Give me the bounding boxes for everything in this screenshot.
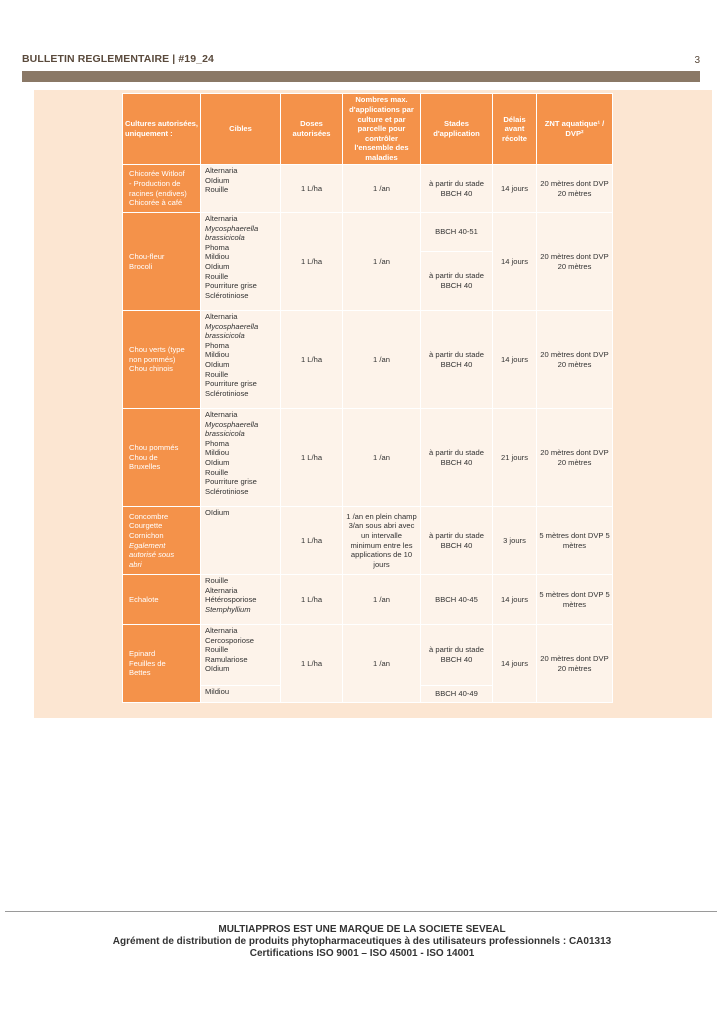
line: Echalote (129, 594, 159, 604)
crop-cell (123, 213, 201, 311)
line: Alternaria (205, 585, 238, 595)
znt-cell: 20 mètres dont DVP 20 mètres (537, 311, 613, 409)
znt-cell: 5 mètres dont DVP 5 mètres (537, 507, 613, 575)
line: racines (endives) (129, 188, 187, 198)
footer-certifications: Certifications ISO 9001 – ISO 45001 - ISO 14001 (249, 948, 475, 959)
crop-cell (123, 507, 201, 575)
stage-cell: à partir du stade BBCH 40 (421, 507, 493, 575)
znt-cell: 20 mètres dont DVP 20 mètres (537, 213, 613, 311)
line: 1 /an (373, 452, 390, 462)
line: Rouille (205, 576, 229, 585)
line: Mycosphaerella (205, 223, 259, 233)
table-row (123, 575, 613, 625)
max-apps-cell (343, 165, 421, 213)
table-row (123, 409, 613, 507)
targets-cell (201, 575, 281, 625)
page-number: 3 (694, 55, 700, 66)
line: Egalement (129, 540, 166, 550)
line: Oïdium (205, 508, 230, 517)
targets-cell (201, 165, 281, 213)
line: Oïdium (205, 175, 230, 185)
table-row (123, 507, 613, 575)
line: Hétérosporiose (205, 595, 257, 605)
table-header-row (123, 94, 613, 165)
line: Mycosphaerella (205, 419, 259, 429)
stage-cell: à partir du stade BBCH 40 (421, 625, 493, 686)
line: - Production de (129, 178, 181, 188)
line: Chou de (129, 452, 158, 462)
line: Bruxelles (129, 462, 161, 472)
dose-cell: 1 L/ha (281, 213, 343, 311)
dar-cell: 21 jours (493, 409, 537, 507)
regulatory-table (122, 93, 613, 703)
crop-cell (123, 575, 201, 625)
dar-cell: 3 jours (493, 507, 537, 575)
line: autorisé sous (129, 550, 175, 560)
line: Pourriture grise (205, 281, 257, 291)
max-apps-cell (343, 575, 421, 625)
dose-cell: 1 L/ha (281, 311, 343, 409)
line: brassicicola (205, 331, 245, 341)
line: Chou-fleur (129, 251, 165, 261)
stage-cell: à partir du stade BBCH 40 (421, 252, 493, 311)
line: Pourriture grise (205, 379, 257, 389)
line: Courgette (129, 521, 163, 531)
stage-cell: BBCH 40-45 (421, 575, 493, 625)
header-max-applications: Nombres max. d'applications par culture et par parcelle pour contrôler l'ensemble des maladies (343, 94, 421, 165)
line: Rouille (205, 467, 229, 477)
line: Sclérotiniose (205, 486, 249, 496)
line: Cornichon (129, 530, 164, 540)
header-doses: Doses autorisées (281, 94, 343, 165)
targets-cell (201, 507, 281, 575)
line: Chicorée Witloof (129, 169, 185, 179)
stage-cell: BBCH 40-51 (421, 213, 493, 252)
footer-brand: MULTIAPPROS EST UNE MARQUE DE LA SOCIETE SEVEAL (218, 924, 506, 935)
line: non pommés) (129, 354, 176, 364)
line: Bettes (129, 668, 151, 678)
line: Oïdium (205, 261, 230, 271)
stage-cell: à partir du stade BBCH 40 (421, 409, 493, 507)
line: Concombre (129, 511, 169, 521)
dar-cell: 14 jours (493, 213, 537, 311)
line: 1 /an (373, 594, 390, 604)
stage-cell: à partir du stade BBCH 40 (421, 311, 493, 409)
dose-cell: 1 L/ha (281, 409, 343, 507)
stage-cell: BBCH 40-49 (421, 686, 493, 703)
line: brassicicola (205, 429, 245, 439)
max-apps-cell (343, 409, 421, 507)
line: Ramulariose (205, 654, 248, 664)
line: Chou pommés (129, 443, 179, 453)
line: Mycosphaerella (205, 321, 259, 331)
line: Mildiou (205, 350, 230, 360)
line: Chou verts (type (129, 345, 185, 355)
footer-agrement: Agrément de distribution de produits phytopharmaceutiques à des utilisateurs professionnels : CA01313 (112, 936, 612, 947)
line: Stemphyllium (205, 604, 251, 614)
line: Phoma (205, 340, 230, 350)
line: Chou chinois (129, 364, 173, 374)
crop-cell (123, 165, 201, 213)
table-body (123, 165, 613, 703)
znt-cell: 5 mètres dont DVP 5 mètres (537, 575, 613, 625)
header-cibles: Cibles (201, 94, 281, 165)
header-bar (22, 71, 700, 82)
line: 3/an sous abri avec un intervalle minimum entre les applications de 10 jours (348, 521, 415, 569)
znt-cell: 20 mètres dont DVP 20 mètres (537, 409, 613, 507)
dar-cell: 14 jours (493, 311, 537, 409)
dose-cell: 1 L/ha (281, 575, 343, 625)
line: Alternaria (205, 626, 238, 635)
max-apps-cell (343, 507, 421, 575)
line: Oïdium (205, 457, 230, 467)
targets-cell (201, 213, 281, 311)
max-apps-cell (343, 625, 421, 703)
line: Oïdium (205, 664, 230, 674)
line: Cercosporiose (205, 635, 254, 645)
line: Chicorée à café (129, 198, 183, 208)
line: Feuilles de (129, 658, 166, 668)
line: Oïdium (205, 359, 230, 369)
targets-cell (201, 625, 281, 686)
znt-cell: 20 mètres dont DVP 20 mètres (537, 165, 613, 213)
line: Sclérotiniose (205, 388, 249, 398)
znt-cell: 20 mètres dont DVP 20 mètres (537, 625, 613, 703)
line: Mildiou (205, 687, 230, 696)
line: Alternaria (205, 214, 238, 223)
line: Brocoli (129, 261, 153, 271)
line: Phoma (205, 242, 230, 252)
line: Alternaria (205, 312, 238, 321)
stage-cell: à partir du stade BBCH 40 (421, 165, 493, 213)
dose-cell: 1 L/ha (281, 507, 343, 575)
line: Mildiou (205, 252, 230, 262)
header-delais: Délais avant récolte (493, 94, 537, 165)
line: Rouille (205, 369, 229, 379)
dar-cell: 14 jours (493, 165, 537, 213)
header-cultures: Cultures autorisées, uniquement : (123, 94, 201, 165)
header-stades: Stades d'application (421, 94, 493, 165)
dose-cell: 1 L/ha (281, 625, 343, 703)
line: abri (129, 559, 142, 569)
header-znt: ZNT aquatique¹ / DVP² (537, 94, 613, 165)
footer-rule (5, 911, 717, 912)
line: 1 /an (373, 256, 390, 266)
dar-cell: 14 jours (493, 625, 537, 703)
targets-cell (201, 311, 281, 409)
dar-cell: 14 jours (493, 575, 537, 625)
targets-cell (201, 409, 281, 507)
dose-cell: 1 L/ha (281, 165, 343, 213)
max-apps-cell (343, 311, 421, 409)
crop-cell (123, 409, 201, 507)
line: Pourriture grise (205, 477, 257, 487)
line: 1 /an (373, 183, 390, 193)
crop-cell (123, 625, 201, 703)
line: brassicicola (205, 233, 245, 243)
line: Sclérotiniose (205, 290, 249, 300)
line: Epinard (129, 649, 156, 659)
line: Rouille (205, 645, 229, 655)
max-apps-cell (343, 213, 421, 311)
line: 1 /an (373, 354, 390, 364)
bulletin-title: BULLETIN REGLEMENTAIRE | #19_24 (22, 53, 214, 65)
line: Rouille (205, 185, 229, 195)
line: Alternaria (205, 410, 238, 419)
line: 1 /an (373, 658, 390, 668)
table-row (123, 625, 613, 686)
line: Mildiou (205, 448, 230, 458)
table-row (123, 213, 613, 252)
targets-cell (201, 686, 281, 703)
crop-cell (123, 311, 201, 409)
line: Rouille (205, 271, 229, 281)
table-row (123, 165, 613, 213)
line: Alternaria (205, 166, 238, 175)
line: Phoma (205, 438, 230, 448)
line: 1 /an en plein champ (346, 511, 417, 521)
table-row (123, 311, 613, 409)
